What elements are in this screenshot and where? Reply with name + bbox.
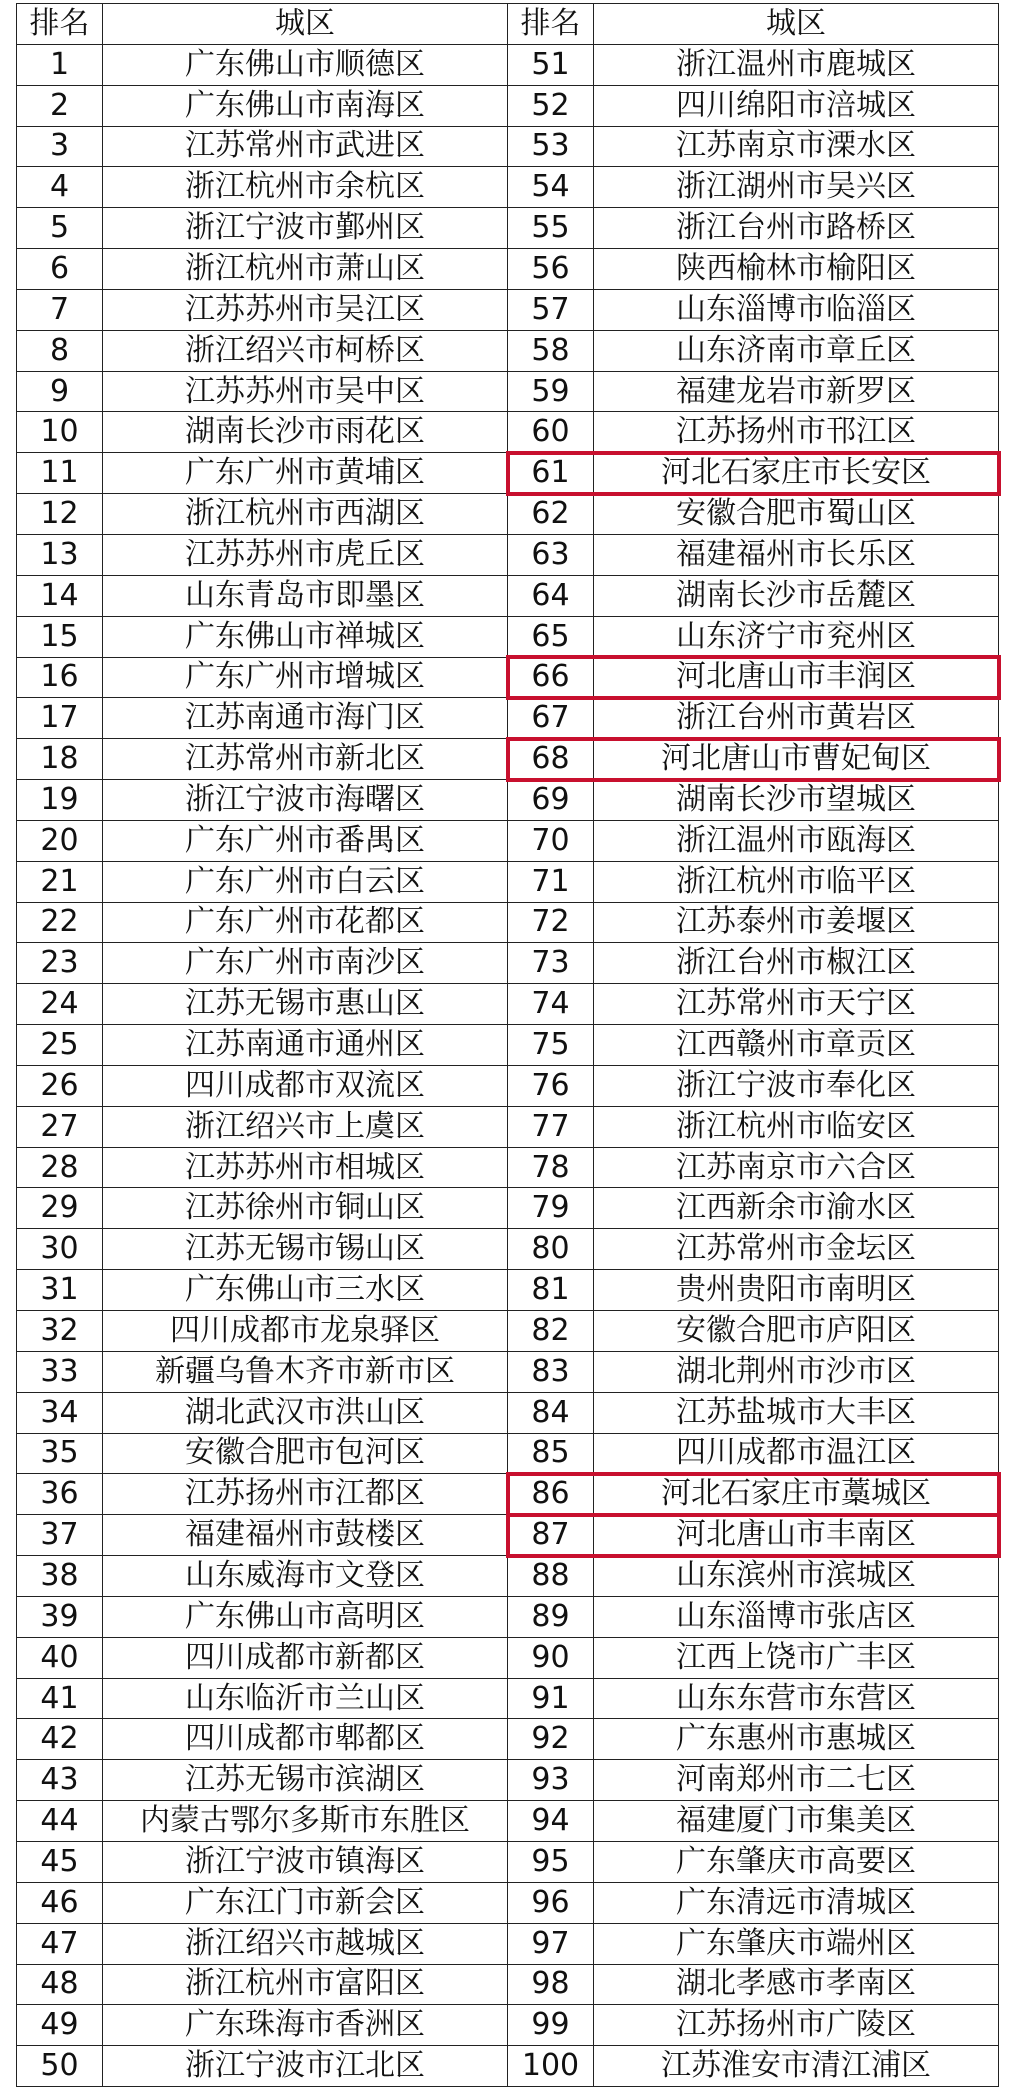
table-row — [17, 616, 999, 657]
rank-cell: 3 — [17, 126, 103, 167]
table-row — [17, 1433, 999, 1474]
rank-cell: 51 — [508, 44, 594, 85]
district-cell: 江西新余市渝水区 — [594, 1188, 999, 1229]
table-row — [17, 208, 999, 249]
district-cell: 广东佛山市顺德区 — [103, 44, 508, 85]
district-cell: 江苏常州市武进区 — [103, 126, 508, 167]
rank-cell: 73 — [508, 943, 594, 984]
district-cell: 浙江宁波市江北区 — [103, 2046, 508, 2087]
rank-cell: 6 — [17, 249, 103, 290]
district-cell: 湖南长沙市望城区 — [594, 780, 999, 821]
rank-cell: 10 — [17, 412, 103, 453]
district-cell: 河北唐山市丰南区 — [594, 1515, 999, 1556]
table-row — [17, 739, 999, 780]
table-row — [17, 1882, 999, 1923]
rank-cell: 34 — [17, 1392, 103, 1433]
district-cell: 四川绵阳市涪城区 — [594, 85, 999, 126]
header-row — [17, 4, 999, 45]
table-row — [17, 534, 999, 575]
district-cell: 江苏无锡市滨湖区 — [103, 1760, 508, 1801]
table-row — [17, 575, 999, 616]
rank-cell: 74 — [508, 984, 594, 1025]
district-cell: 河北石家庄市藁城区 — [594, 1474, 999, 1515]
rank-cell: 36 — [17, 1474, 103, 1515]
rank-cell: 72 — [508, 902, 594, 943]
rank-cell: 32 — [17, 1311, 103, 1352]
district-cell: 江苏扬州市邗江区 — [594, 412, 999, 453]
rank-cell: 83 — [508, 1351, 594, 1392]
district-cell: 福建福州市鼓楼区 — [103, 1515, 508, 1556]
district-cell: 江苏徐州市铜山区 — [103, 1188, 508, 1229]
table-row — [17, 1719, 999, 1760]
table-row — [17, 1025, 999, 1066]
table-row — [17, 1637, 999, 1678]
district-cell: 江苏常州市金坛区 — [594, 1229, 999, 1270]
district-cell: 江苏扬州市广陵区 — [594, 2005, 999, 2046]
table-row — [17, 330, 999, 371]
rank-cell: 35 — [17, 1433, 103, 1474]
district-cell: 湖北武汉市洪山区 — [103, 1392, 508, 1433]
rank-cell: 5 — [17, 208, 103, 249]
rank-cell: 65 — [508, 616, 594, 657]
rank-cell: 99 — [508, 2005, 594, 2046]
district-cell: 四川成都市新都区 — [103, 1637, 508, 1678]
district-cell: 安徽合肥市包河区 — [103, 1433, 508, 1474]
table-row — [17, 453, 999, 494]
district-cell: 江苏泰州市姜堰区 — [594, 902, 999, 943]
rank-cell: 66 — [508, 657, 594, 698]
district-cell: 山东淄博市张店区 — [594, 1596, 999, 1637]
rank-cell: 56 — [508, 249, 594, 290]
rank-cell: 44 — [17, 1801, 103, 1842]
table-row — [17, 1474, 999, 1515]
district-cell: 四川成都市双流区 — [103, 1065, 508, 1106]
table-row — [17, 1678, 999, 1719]
rank-cell: 52 — [508, 85, 594, 126]
district-cell: 浙江杭州市临安区 — [594, 1106, 999, 1147]
district-cell: 山东淄博市临淄区 — [594, 289, 999, 330]
rank-cell: 87 — [508, 1515, 594, 1556]
rank-cell: 97 — [508, 1923, 594, 1964]
rank-cell: 49 — [17, 2005, 103, 2046]
district-cell: 江苏南通市海门区 — [103, 698, 508, 739]
district-cell: 浙江温州市鹿城区 — [594, 44, 999, 85]
rank-cell: 9 — [17, 371, 103, 412]
district-cell: 湖北孝感市孝南区 — [594, 1964, 999, 2005]
table-row — [17, 1841, 999, 1882]
district-cell: 浙江台州市椒江区 — [594, 943, 999, 984]
table-header — [17, 4, 999, 45]
table-row — [17, 249, 999, 290]
district-cell: 江苏扬州市江都区 — [103, 1474, 508, 1515]
rank-cell: 13 — [17, 534, 103, 575]
district-cell: 江苏淮安市清江浦区 — [594, 2046, 999, 2087]
rank-cell: 82 — [508, 1311, 594, 1352]
rank-cell: 16 — [17, 657, 103, 698]
rank-cell: 7 — [17, 289, 103, 330]
district-cell: 浙江宁波市海曙区 — [103, 780, 508, 821]
district-cell: 浙江杭州市富阳区 — [103, 1964, 508, 2005]
table-row — [17, 1147, 999, 1188]
district-cell: 江苏常州市新北区 — [103, 739, 508, 780]
rank-cell: 75 — [508, 1025, 594, 1066]
rank-cell: 94 — [508, 1801, 594, 1842]
district-cell: 江苏无锡市惠山区 — [103, 984, 508, 1025]
district-cell: 广东佛山市禅城区 — [103, 616, 508, 657]
rank-cell: 62 — [508, 494, 594, 535]
district-cell: 福建福州市长乐区 — [594, 534, 999, 575]
table-row — [17, 1515, 999, 1556]
rank-cell: 85 — [508, 1433, 594, 1474]
rank-cell: 96 — [508, 1882, 594, 1923]
district-cell: 江苏常州市天宁区 — [594, 984, 999, 1025]
district-cell: 浙江绍兴市上虞区 — [103, 1106, 508, 1147]
district-cell: 广东佛山市南海区 — [103, 85, 508, 126]
district-cell: 山东济宁市兖州区 — [594, 616, 999, 657]
rank-cell: 26 — [17, 1065, 103, 1106]
district-cell: 浙江湖州市吴兴区 — [594, 167, 999, 208]
rank-cell: 23 — [17, 943, 103, 984]
rank-cell: 90 — [508, 1637, 594, 1678]
rank-cell: 80 — [508, 1229, 594, 1270]
district-cell: 河南郑州市二七区 — [594, 1760, 999, 1801]
district-cell: 广东江门市新会区 — [103, 1882, 508, 1923]
district-cell: 四川成都市温江区 — [594, 1433, 999, 1474]
table-row — [17, 494, 999, 535]
district-cell: 浙江杭州市西湖区 — [103, 494, 508, 535]
table-row — [17, 1801, 999, 1842]
table-row — [17, 2046, 999, 2087]
table-row — [17, 943, 999, 984]
district-cell: 江苏苏州市虎丘区 — [103, 534, 508, 575]
rank-cell: 40 — [17, 1637, 103, 1678]
district-cell: 湖南长沙市岳麓区 — [594, 575, 999, 616]
district-cell: 广东广州市花都区 — [103, 902, 508, 943]
district-cell: 广东肇庆市端州区 — [594, 1923, 999, 1964]
rank-cell: 86 — [508, 1474, 594, 1515]
district-cell: 贵州贵阳市南明区 — [594, 1270, 999, 1311]
table-row — [17, 984, 999, 1025]
rank-cell: 25 — [17, 1025, 103, 1066]
district-cell: 湖南长沙市雨花区 — [103, 412, 508, 453]
rank-cell: 47 — [17, 1923, 103, 1964]
district-cell: 江苏盐城市大丰区 — [594, 1392, 999, 1433]
rank-cell: 8 — [17, 330, 103, 371]
table-row — [17, 657, 999, 698]
district-cell: 浙江杭州市临平区 — [594, 861, 999, 902]
district-cell: 浙江台州市路桥区 — [594, 208, 999, 249]
rank-cell: 78 — [508, 1147, 594, 1188]
rank-cell: 68 — [508, 739, 594, 780]
rank-cell: 60 — [508, 412, 594, 453]
header-district-right: 城区 — [594, 4, 999, 45]
rank-cell: 18 — [17, 739, 103, 780]
rank-cell: 27 — [17, 1106, 103, 1147]
district-cell: 浙江宁波市镇海区 — [103, 1841, 508, 1882]
rank-cell: 41 — [17, 1678, 103, 1719]
district-cell: 江苏苏州市吴中区 — [103, 371, 508, 412]
rank-cell: 67 — [508, 698, 594, 739]
rank-cell: 100 — [508, 2046, 594, 2087]
rank-cell: 93 — [508, 1760, 594, 1801]
rank-cell: 55 — [508, 208, 594, 249]
district-cell: 湖北荆州市沙市区 — [594, 1351, 999, 1392]
rank-cell: 31 — [17, 1270, 103, 1311]
district-cell: 浙江温州市瓯海区 — [594, 820, 999, 861]
district-cell: 广东广州市增城区 — [103, 657, 508, 698]
rank-cell: 2 — [17, 85, 103, 126]
rank-cell: 33 — [17, 1351, 103, 1392]
district-cell: 浙江杭州市余杭区 — [103, 167, 508, 208]
district-cell: 山东临沂市兰山区 — [103, 1678, 508, 1719]
district-ranking-table — [16, 3, 999, 2087]
district-cell: 广东佛山市高明区 — [103, 1596, 508, 1637]
rank-cell: 63 — [508, 534, 594, 575]
rank-cell: 92 — [508, 1719, 594, 1760]
rank-cell: 70 — [508, 820, 594, 861]
rank-cell: 37 — [17, 1515, 103, 1556]
district-cell: 江苏苏州市吴江区 — [103, 289, 508, 330]
table-row — [17, 820, 999, 861]
district-cell: 安徽合肥市庐阳区 — [594, 1311, 999, 1352]
rank-cell: 84 — [508, 1392, 594, 1433]
table-row — [17, 1065, 999, 1106]
rank-cell: 89 — [508, 1596, 594, 1637]
table-row — [17, 167, 999, 208]
table-row — [17, 371, 999, 412]
table-row — [17, 412, 999, 453]
table-row — [17, 780, 999, 821]
rank-cell: 1 — [17, 44, 103, 85]
rank-cell: 50 — [17, 2046, 103, 2087]
table-row — [17, 1229, 999, 1270]
rank-cell: 59 — [508, 371, 594, 412]
table-row — [17, 861, 999, 902]
district-cell: 福建龙岩市新罗区 — [594, 371, 999, 412]
rank-cell: 4 — [17, 167, 103, 208]
rank-cell: 81 — [508, 1270, 594, 1311]
rank-cell: 77 — [508, 1106, 594, 1147]
district-cell: 内蒙古鄂尔多斯市东胜区 — [103, 1801, 508, 1842]
table-row — [17, 1188, 999, 1229]
table-row — [17, 1351, 999, 1392]
table-row — [17, 289, 999, 330]
rank-cell: 46 — [17, 1882, 103, 1923]
district-cell: 四川成都市郫都区 — [103, 1719, 508, 1760]
district-cell: 河北唐山市曹妃甸区 — [594, 739, 999, 780]
district-cell: 江苏无锡市锡山区 — [103, 1229, 508, 1270]
district-cell: 新疆乌鲁木齐市新市区 — [103, 1351, 508, 1392]
table-row — [17, 1923, 999, 1964]
district-cell: 广东珠海市香洲区 — [103, 2005, 508, 2046]
rank-cell: 43 — [17, 1760, 103, 1801]
rank-cell: 79 — [508, 1188, 594, 1229]
rank-cell: 21 — [17, 861, 103, 902]
header-rank-left: 排名 — [17, 4, 103, 45]
district-cell: 江西赣州市章贡区 — [594, 1025, 999, 1066]
rank-cell: 54 — [508, 167, 594, 208]
header-rank-right: 排名 — [508, 4, 594, 45]
rank-cell: 28 — [17, 1147, 103, 1188]
table-row — [17, 126, 999, 167]
rank-cell: 69 — [508, 780, 594, 821]
rank-cell: 95 — [508, 1841, 594, 1882]
district-cell: 广东广州市白云区 — [103, 861, 508, 902]
rank-cell: 48 — [17, 1964, 103, 2005]
district-cell: 广东肇庆市高要区 — [594, 1841, 999, 1882]
table-row — [17, 1106, 999, 1147]
rank-cell: 20 — [17, 820, 103, 861]
district-cell: 广东广州市南沙区 — [103, 943, 508, 984]
rank-cell: 17 — [17, 698, 103, 739]
district-cell: 浙江宁波市鄞州区 — [103, 208, 508, 249]
district-cell: 江苏南京市溧水区 — [594, 126, 999, 167]
district-cell: 河北石家庄市长安区 — [594, 453, 999, 494]
district-cell: 江西上饶市广丰区 — [594, 1637, 999, 1678]
district-cell: 福建厦门市集美区 — [594, 1801, 999, 1842]
table-row — [17, 1964, 999, 2005]
rank-cell: 11 — [17, 453, 103, 494]
district-cell: 四川成都市龙泉驿区 — [103, 1311, 508, 1352]
district-cell: 河北唐山市丰润区 — [594, 657, 999, 698]
ranking-table-container — [16, 3, 998, 2087]
rank-cell: 76 — [508, 1065, 594, 1106]
table-row — [17, 1556, 999, 1597]
rank-cell: 39 — [17, 1596, 103, 1637]
district-cell: 广东佛山市三水区 — [103, 1270, 508, 1311]
district-cell: 江苏南通市通州区 — [103, 1025, 508, 1066]
district-cell: 广东广州市黄埔区 — [103, 453, 508, 494]
table-row — [17, 902, 999, 943]
district-cell: 山东青岛市即墨区 — [103, 575, 508, 616]
district-cell: 浙江绍兴市越城区 — [103, 1923, 508, 1964]
table-row — [17, 85, 999, 126]
district-cell: 山东滨州市滨城区 — [594, 1556, 999, 1597]
district-cell: 广东广州市番禺区 — [103, 820, 508, 861]
rank-cell: 22 — [17, 902, 103, 943]
district-cell: 浙江宁波市奉化区 — [594, 1065, 999, 1106]
rank-cell: 53 — [508, 126, 594, 167]
district-cell: 山东威海市文登区 — [103, 1556, 508, 1597]
rank-cell: 45 — [17, 1841, 103, 1882]
district-cell: 浙江绍兴市柯桥区 — [103, 330, 508, 371]
rank-cell: 98 — [508, 1964, 594, 2005]
district-cell: 浙江杭州市萧山区 — [103, 249, 508, 290]
table-body — [17, 44, 999, 2086]
district-cell: 安徽合肥市蜀山区 — [594, 494, 999, 535]
district-cell: 浙江台州市黄岩区 — [594, 698, 999, 739]
rank-cell: 12 — [17, 494, 103, 535]
table-row — [17, 44, 999, 85]
table-row — [17, 1392, 999, 1433]
rank-cell: 57 — [508, 289, 594, 330]
rank-cell: 30 — [17, 1229, 103, 1270]
district-cell: 广东惠州市惠城区 — [594, 1719, 999, 1760]
rank-cell: 91 — [508, 1678, 594, 1719]
rank-cell: 88 — [508, 1556, 594, 1597]
district-cell: 广东清远市清城区 — [594, 1882, 999, 1923]
rank-cell: 42 — [17, 1719, 103, 1760]
table-row — [17, 1596, 999, 1637]
table-row — [17, 1270, 999, 1311]
rank-cell: 29 — [17, 1188, 103, 1229]
rank-cell: 58 — [508, 330, 594, 371]
rank-cell: 14 — [17, 575, 103, 616]
rank-cell: 38 — [17, 1556, 103, 1597]
district-cell: 陕西榆林市榆阳区 — [594, 249, 999, 290]
rank-cell: 71 — [508, 861, 594, 902]
district-cell: 山东济南市章丘区 — [594, 330, 999, 371]
table-row — [17, 1311, 999, 1352]
table-row — [17, 2005, 999, 2046]
rank-cell: 19 — [17, 780, 103, 821]
table-row — [17, 698, 999, 739]
district-cell: 江苏苏州市相城区 — [103, 1147, 508, 1188]
rank-cell: 24 — [17, 984, 103, 1025]
rank-cell: 15 — [17, 616, 103, 657]
district-cell: 山东东营市东营区 — [594, 1678, 999, 1719]
header-district-left: 城区 — [103, 4, 508, 45]
table-row — [17, 1760, 999, 1801]
rank-cell: 64 — [508, 575, 594, 616]
rank-cell: 61 — [508, 453, 594, 494]
district-cell: 江苏南京市六合区 — [594, 1147, 999, 1188]
